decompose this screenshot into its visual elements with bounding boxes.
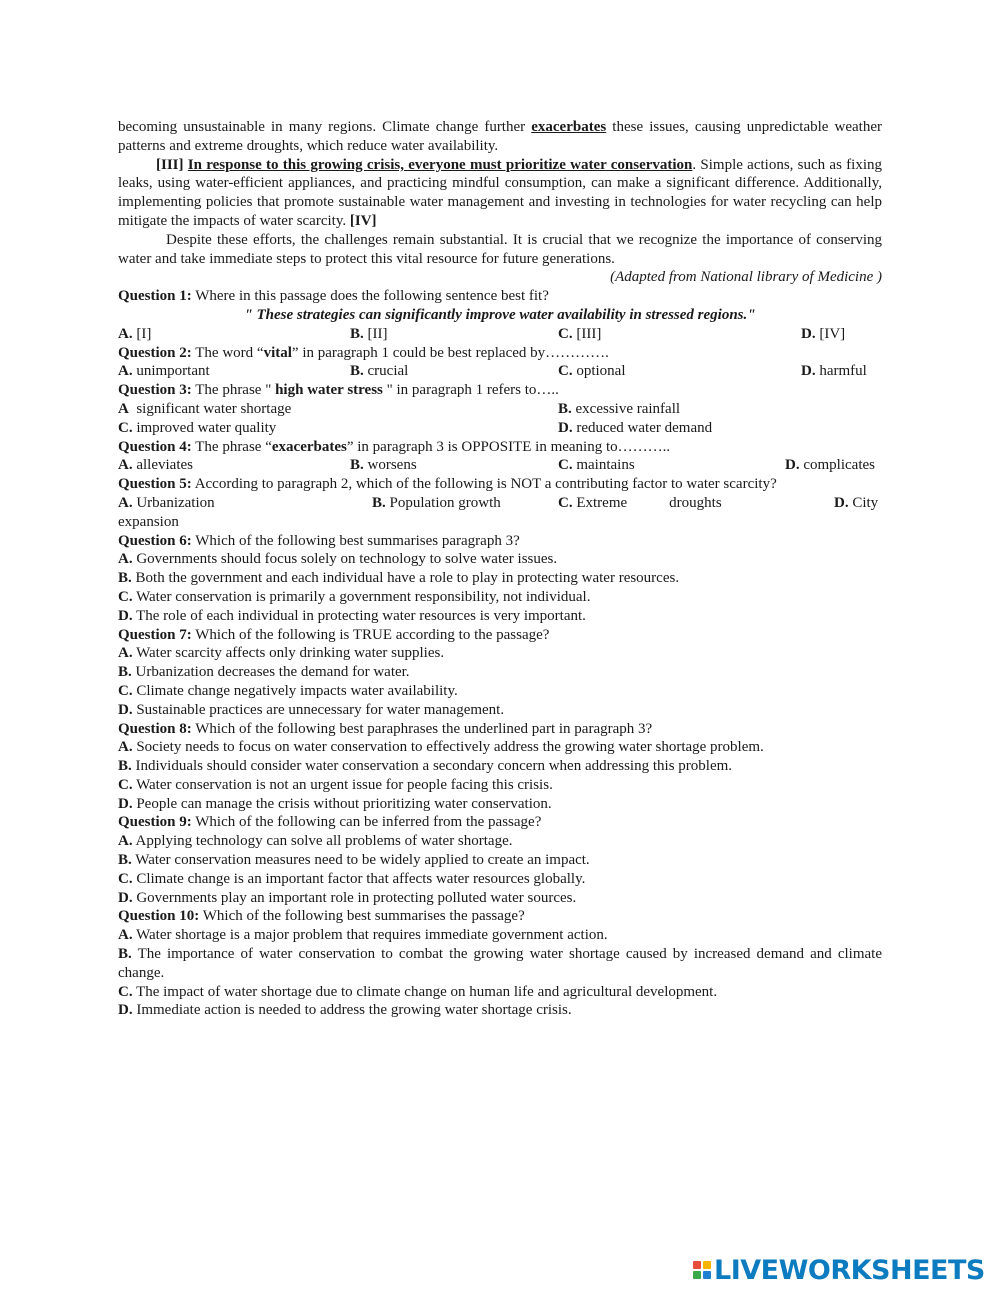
option-c[interactable]: C. improved water quality — [118, 419, 277, 436]
option-b[interactable]: B. Both the government and each individual have a role to play in protecting water resources. — [118, 570, 680, 587]
logo-tiles-icon — [693, 1261, 711, 1279]
option-d[interactable]: D. Sustainable practices are unnecessary for water management. — [118, 701, 505, 718]
question-2: Question 2: The word “vital” in paragraph 1 could be best replaced by…………. A. unimportant B. crucial C. optional D. harmful — [118, 344, 867, 380]
logo-tile-v — [693, 1271, 701, 1279]
option-d[interactable]: D. complicates — [785, 457, 875, 474]
logo-tile-l — [693, 1261, 701, 1269]
question-6: Question 6: Which of the following best summarises paragraph 3? A. Governments should focus solely on technology to solve water issues. B. Both the government and each individual have a role to play in protecting water resources. C. Water conservation is primarily a government responsibility, not individual. D. The role of each individual in protecting water resources is very important. — [118, 532, 882, 626]
option-b[interactable]: B. Water conservation measures need to be widely applied to create an impact. — [118, 852, 590, 869]
option-a[interactable]: A. Governments should focus solely on technology to solve water issues. — [118, 551, 558, 568]
question-1: Question 1: Where in this passage does the following sentence best fit? " These strategies can significantly improve water availability in stressed regions." A. [I] B. [II] C. [III] D. [IV] — [118, 287, 882, 343]
option-d-wrap[interactable]: expansion — [118, 513, 179, 530]
option-d[interactable]: D. City — [834, 494, 879, 511]
question-10: Question 10: Which of the following best summarises the passage? A. Water shortage is a major problem that requires immediate government action. B. The importance of water conservation to combat the growing water shortage caused by increased demand and climate change. C. The impact of water shortage due to climate change on human life and agricultural development. D. Immediate action is needed to address the growing water shortage crisis. — [118, 908, 882, 1019]
option-c[interactable]: C. Extreme droughts — [558, 494, 722, 511]
option-b[interactable]: B. [II] — [350, 325, 388, 342]
question-9: Question 9: Which of the following can be inferred from the passage? A. Applying technology can solve all problems of water shortage. B. Water conservation measures need to be widely applied to create an impact. C. Climate change is an important factor that affects water resources globally. D. Governments play an important role in protecting polluted water sources. — [118, 813, 882, 907]
option-a[interactable]: A. Water shortage is a major problem that requires immediate government action. — [118, 927, 608, 944]
option-a[interactable]: A. alleviates — [118, 457, 193, 474]
passage-source: (Adapted from National library of Medicine ) — [610, 269, 882, 286]
option-b[interactable]: B. excessive rainfall — [558, 400, 681, 417]
option-d[interactable]: D. reduced water demand — [558, 419, 713, 436]
option-c[interactable]: C. Climate change negatively impacts water availability. — [118, 682, 458, 699]
option-d[interactable]: D. The role of each individual in protecting water resources is very important. — [118, 607, 586, 624]
marker-iv: [IV] — [349, 212, 377, 229]
underlined-sentence: In response to this growing crisis, everyone must prioritize water conservation — [187, 156, 693, 173]
question-5: Question 5: According to paragraph 2, which of the following is NOT a contributing factor to water scarcity? A. Urbanization B. Population growth C. Extreme droughts D. City expansion — [118, 476, 879, 530]
logo-tile-i — [703, 1261, 711, 1269]
option-a[interactable]: A. Water scarcity affects only drinking water supplies. — [118, 645, 445, 662]
option-c[interactable]: C. Water conservation is not an urgent issue for people facing this crisis. — [118, 776, 553, 793]
question-7: Question 7: Which of the following is TRUE according to the passage? A. Water scarcity affects only drinking water supplies. B. Urbanization decreases the demand for water. C. Climate change negatively impacts water availability. D. Sustainable practices are unnecessary for water management. — [118, 626, 882, 720]
option-d[interactable]: D. People can manage the crisis without prioritizing water conservation. — [118, 795, 552, 812]
question-3: Question 3: The phrase " high water stress " in paragraph 1 refers to….. A significant water shortage B. excessive rainfall C. improved water quality D. reduced water demand — [118, 382, 713, 436]
option-a[interactable]: A. [I] — [118, 325, 152, 342]
passage-paragraph-3: [III] In response to this growing crisis, everyone must prioritize water conservation. Simple actions, such as fixing leaks, using water-efficient appliances, and practicing mindful consumption, can make a significant difference. Additionally, implementing policies that promote sustainable water management and investing in technologies for water recycling can help mitigate the impacts of water scarcity. [IV] — [118, 156, 883, 229]
option-a[interactable]: A. Society needs to focus on water conservation to effectively address the growing water shortage problem. — [118, 739, 764, 756]
option-b[interactable]: B. The importance of water conservation to combat the growing water shortage caused by increased demand and climate change. — [118, 946, 882, 981]
option-a[interactable]: A. unimportant — [118, 363, 210, 380]
option-b[interactable]: B. crucial — [350, 363, 409, 380]
question-8: Question 8: Which of the following best paraphrases the underlined part in paragraph 3? A. Society needs to focus on water conservation to effectively address the growing water shortage problem. B. Individuals should consider water conservation a secondary concern when addressing this problem. C. Water conservation is not an urgent issue for people facing this crisis. D. People can manage the crisis without prioritizing water conservation. — [118, 720, 882, 814]
question-4: Question 4: The phrase “exacerbates” in paragraph 3 is OPPOSITE in meaning to……….. A. alleviates B. worsens C. maintains D. complicates — [118, 438, 875, 474]
option-b[interactable]: B. Urbanization decreases the demand for water. — [118, 664, 410, 681]
logo-tile-e — [703, 1271, 711, 1279]
logo-wordmark: LIVEWORKSHEETS — [714, 1254, 985, 1286]
marker-iii: [III] — [156, 156, 184, 173]
highlighted-word-exacerbates: exacerbates — [531, 119, 607, 135]
passage-paragraph-2-tail: becoming unsustainable in many regions. Climate change further exacerbates these issues, causing unpredictable weather patterns and extreme droughts, which reduce water availability. — [118, 119, 882, 154]
liveworksheets-logo[interactable] — [693, 1253, 985, 1287]
option-b[interactable]: B. Population growth — [372, 494, 501, 511]
option-c[interactable]: C. Climate change is an important factor that affects water resources globally. — [118, 870, 586, 887]
option-b[interactable]: B. Individuals should consider water conservation a secondary concern when addressing this problem. — [118, 758, 733, 775]
option-a[interactable]: A significant water shortage — [118, 400, 292, 417]
question-1-quote: " These strategies can significantly improve water availability in stressed regions." — [244, 306, 756, 323]
option-c[interactable]: C. The impact of water shortage due to climate change on human life and agricultural development. — [118, 983, 718, 1000]
option-d[interactable]: D. [IV] — [801, 325, 846, 342]
worksheet-page — [118, 118, 882, 1020]
option-c[interactable]: C. [III] — [558, 325, 602, 342]
option-a[interactable]: A. Applying technology can solve all problems of water shortage. — [118, 833, 513, 850]
option-d[interactable]: D. Governments play an important role in protecting polluted water sources. — [118, 889, 577, 906]
option-d[interactable]: D. harmful — [801, 363, 867, 380]
option-d[interactable]: D. Immediate action is needed to address the growing water shortage crisis. — [118, 1002, 572, 1019]
option-b[interactable]: B. worsens — [350, 457, 417, 474]
option-c[interactable]: C. maintains — [558, 457, 635, 474]
option-a[interactable]: A. Urbanization — [118, 494, 215, 511]
passage-paragraph-4: Despite these efforts, the challenges remain substantial. It is crucial that we recognize the importance of conserving water and take immediate steps to protect this vital resource for future generations. — [118, 231, 882, 267]
option-c[interactable]: C. Water conservation is primarily a government responsibility, not individual. — [118, 588, 591, 605]
option-c[interactable]: C. optional — [558, 363, 626, 380]
